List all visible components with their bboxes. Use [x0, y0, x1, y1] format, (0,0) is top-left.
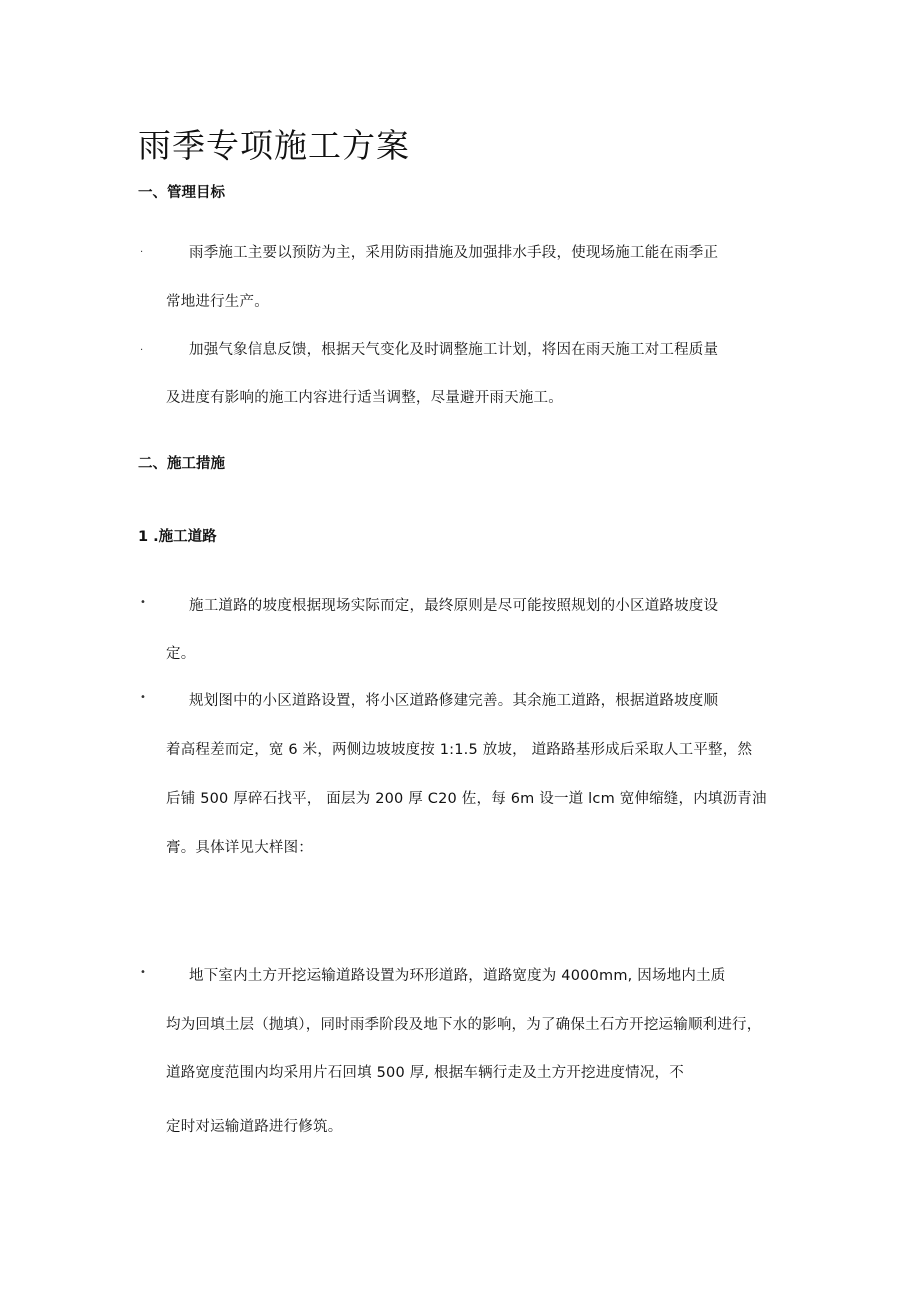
list-marker: . — [140, 342, 144, 353]
paragraph-line: 定时对运输道路进行修筑。 — [166, 1119, 343, 1135]
list-marker: • — [140, 597, 146, 608]
paragraph-line: 常地进行生产。 — [166, 294, 269, 310]
section-heading-construction-measures: 二、施工措施 — [138, 456, 225, 472]
list-marker: • — [140, 692, 146, 703]
section-heading-management-goals: 一、管理目标 — [138, 185, 225, 201]
paragraph-line: 及进度有影响的施工内容进行适当调整，尽量避开雨天施工。 — [166, 390, 563, 406]
paragraph-line: 均为回填土层（抛填），同时雨季阶段及地下水的影响，为了确保土石方开挖运输顺利进行， — [166, 1017, 762, 1033]
paragraph-line: 加强气象信息反馈，根据天气变化及时调整施工计划，将因在雨天施工对工程质量 — [189, 342, 719, 358]
paragraph-line: 着高程差而定，宽 6 米，两侧边坡坡度按 1:1.5 放坡， 道路路基形成后采取人工平整，然 — [166, 742, 753, 758]
paragraph-line: 地下室内土方开挖运输道路设置为环形道路，道路宽度为 4000mm, 因场地内土质 — [189, 968, 726, 984]
paragraph-line: 雨季施工主要以预防为主，采用防雨措施及加强排水手段，使现场施工能在雨季正 — [189, 245, 719, 261]
paragraph-line: 道路宽度范围内均采用片石回填 500 厚, 根据车辆行走及土方开挖进度情况，不 — [166, 1065, 684, 1081]
subsection-heading-construction-roads: 1 .施工道路 — [138, 529, 217, 545]
paragraph-line: 后铺 500 厚碎石找平， 面层为 200 厚 C20 佐，每 6m 设一道 lcm 宽伸缩缝，内填沥青油 — [166, 791, 767, 807]
paragraph-line: 膏。具体详见大样图： — [166, 840, 313, 856]
list-marker: • — [140, 967, 146, 978]
list-marker: . — [140, 244, 144, 255]
paragraph-line: 施工道路的坡度根据现场实际而定，最终原则是尽可能按照规划的小区道路坡度设 — [189, 598, 719, 614]
paragraph-line: 规划图中的小区道路设置，将小区道路修建完善。其余施工道路，根据道路坡度顺 — [189, 693, 719, 709]
page-title: 雨季专项施工方案 — [138, 126, 410, 165]
paragraph-line: 定。 — [166, 646, 196, 662]
